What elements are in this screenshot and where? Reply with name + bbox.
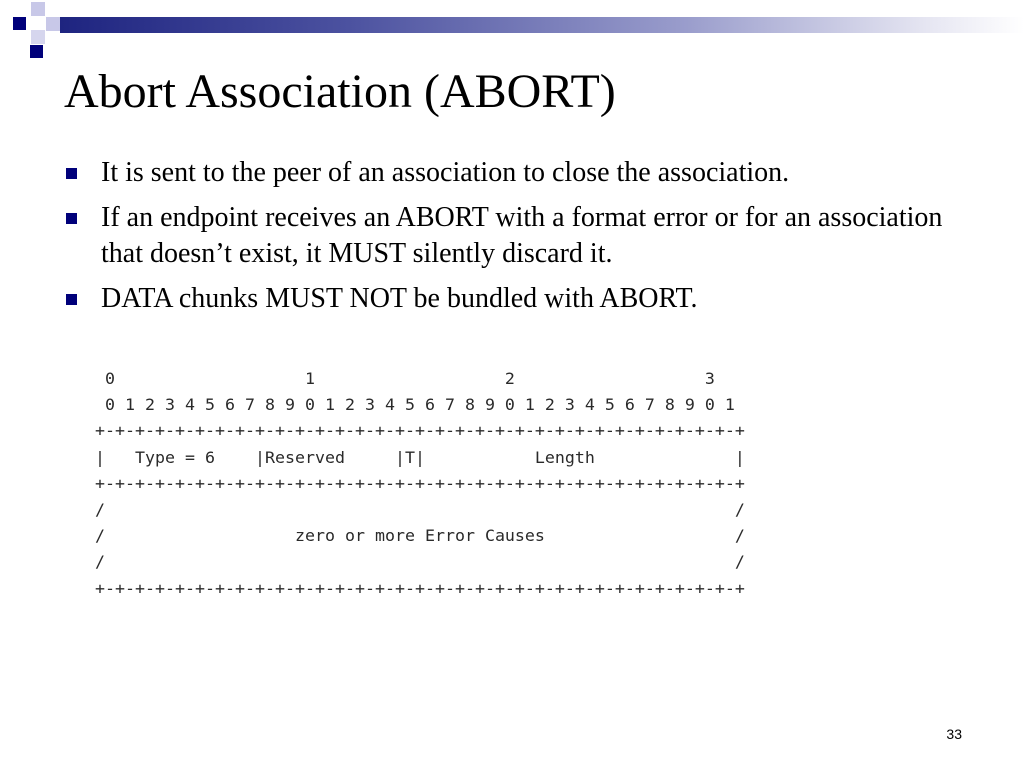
bullet-item — [64, 281, 984, 317]
diagram-border-row: +-+-+-+-+-+-+-+-+-+-+-+-+-+-+-+-+-+-+-+-+-+-+-+-+-+-+-+-+-+-+-+-+ — [95, 579, 745, 598]
abort-chunk-format-diagram — [95, 366, 745, 602]
chunk-header-fields-row: | Type = 6 |Reserved |T| Length | — [95, 448, 745, 467]
decor-square-navy — [13, 17, 26, 30]
square-bullet-icon — [66, 294, 77, 305]
decor-square-light — [46, 17, 60, 31]
error-causes-row: / zero or more Error Causes / — [95, 527, 745, 546]
diagram-border-row: +-+-+-+-+-+-+-+-+-+-+-+-+-+-+-+-+-+-+-+-+-+-+-+-+-+-+-+-+-+-+-+-+ — [95, 474, 745, 493]
error-causes-row: / / — [95, 553, 745, 572]
bit-position-tens-row: 0 1 2 3 — [95, 370, 715, 388]
page-number: 33 — [946, 726, 962, 742]
square-bullet-icon — [66, 168, 77, 179]
square-bullet-icon — [66, 213, 77, 224]
decor-square-navy — [30, 45, 43, 58]
bullet-text: If an endpoint receives an ABORT with a format error or for an association that doesn’t exist, it MUST silently discard it. — [101, 202, 943, 269]
decor-square-light — [31, 2, 45, 16]
error-causes-row: / / — [95, 501, 745, 520]
header-gradient-bar — [60, 17, 1024, 33]
bullet-text: It is sent to the peer of an association to close the association. — [101, 157, 790, 188]
bit-position-units-row: 0 1 2 3 4 5 6 7 8 9 0 1 2 3 4 5 6 7 8 9 0 1 2 3 4 5 6 7 8 9 0 1 — [95, 396, 735, 415]
bullet-item — [64, 200, 984, 272]
slide-title: Abort Association (ABORT) — [64, 65, 616, 118]
bullet-item — [64, 155, 984, 191]
bullet-text: DATA chunks MUST NOT be bundled with ABORT. — [101, 283, 698, 314]
diagram-border-row: +-+-+-+-+-+-+-+-+-+-+-+-+-+-+-+-+-+-+-+-+-+-+-+-+-+-+-+-+-+-+-+-+ — [95, 422, 745, 441]
decor-square-light — [31, 30, 45, 44]
bullet-list — [64, 155, 984, 326]
